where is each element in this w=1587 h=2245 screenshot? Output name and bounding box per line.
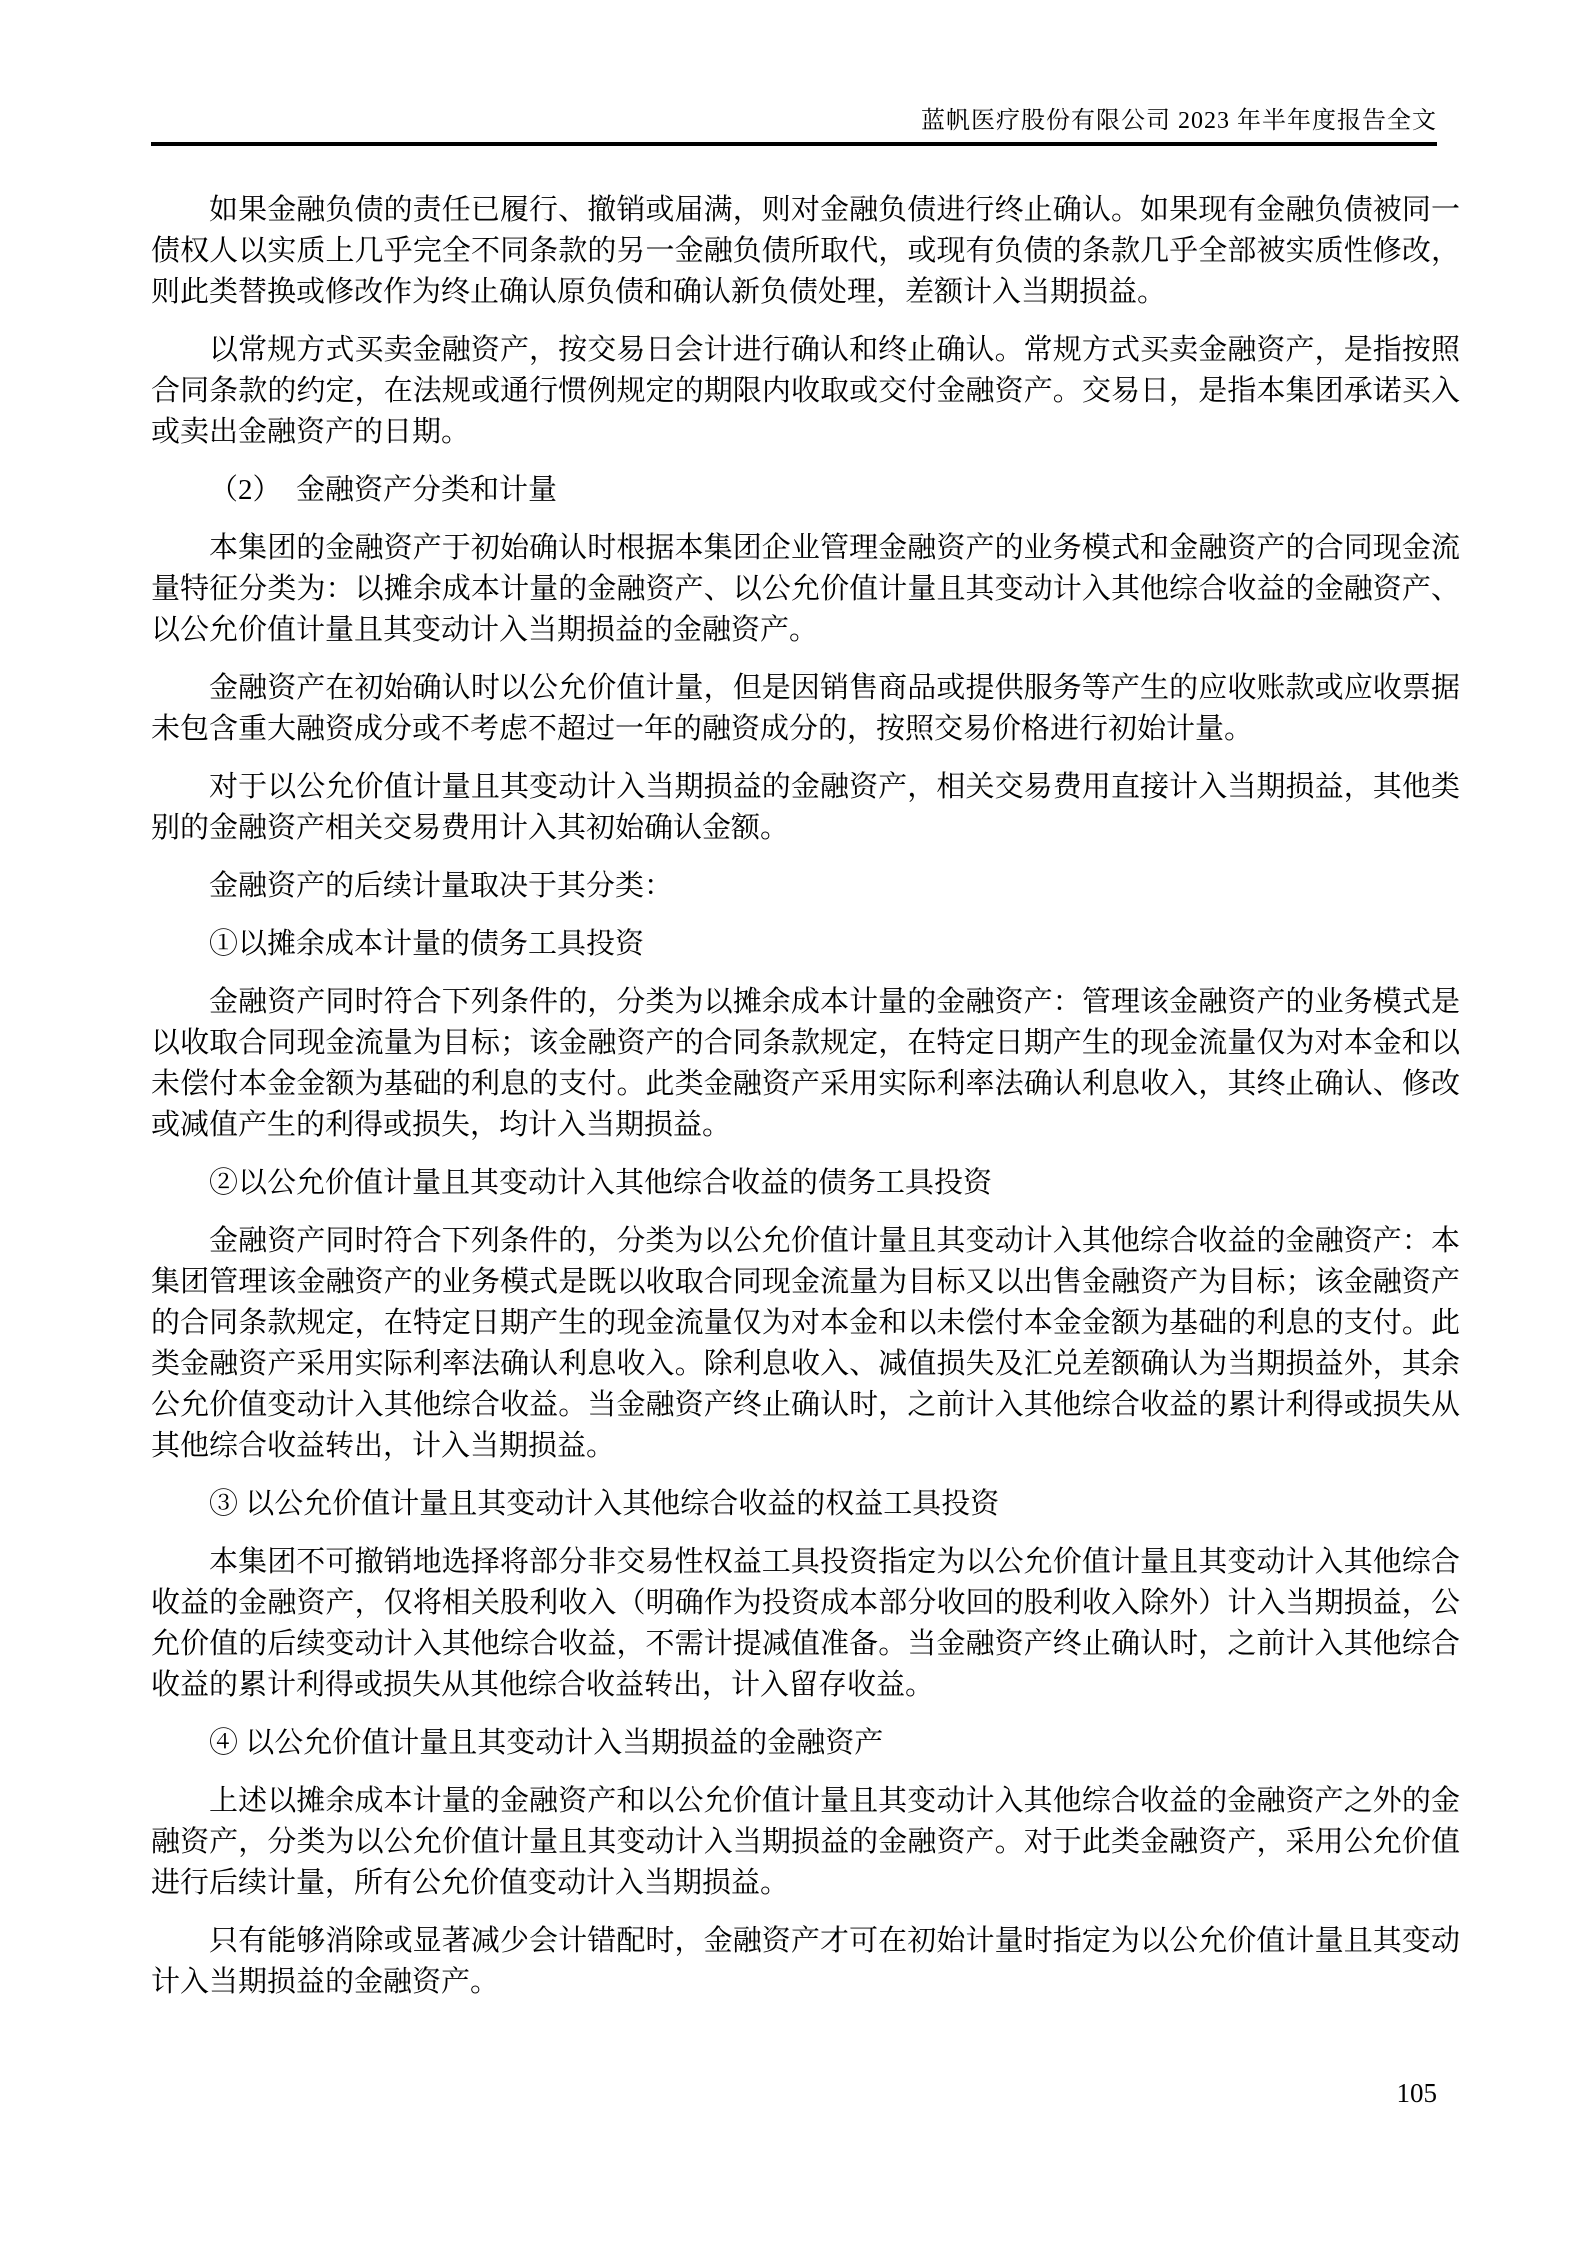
- heading-financial-asset-classification: （2） 金融资产分类和计量: [209, 474, 558, 506]
- heading-item-3-fvoci-equity: ③ 以公允价值计量且其变动计入其他综合收益的权益工具投资: [209, 1488, 1000, 1520]
- paragraph-fvtpl-classification: 上述以摊余成本计量的金融资产和以公允价值计量且其变动计入其他综合收益的金融资产之外的金融资产，分类为以公允价值计量且其变动计入当期损益的金融资产。对于此类金融资产，采用公允价值进行后续计量，所有公允价值变动计入当期损益。: [151, 1785, 1460, 1899]
- paragraph-financial-liability-derecognition: 如果金融负债的责任已履行、撤销或届满，则对金融负债进行终止确认。如果现有金融负债被同一债权人以实质上几乎完全不同条款的另一金融负债所取代，或现有负债的条款几乎全部被实质性修改，则此类替换或修改作为终止确认原负债和确认新负债处理，差额计入当期损益。: [151, 194, 1460, 308]
- paragraph-transaction-costs: 对于以公允价值计量且其变动计入当期损益的金融资产，相关交易费用直接计入当期损益，其他类别的金融资产相关交易费用计入其初始确认金额。: [151, 771, 1460, 844]
- paragraph-subsequent-measurement-intro: 金融资产的后续计量取决于其分类：: [209, 870, 674, 902]
- paragraph-initial-measurement: 金融资产在初始确认时以公允价值计量，但是因销售商品或提供服务等产生的应收账款或应收票据未包含重大融资成分或不考虑不超过一年的融资成分的，按照交易价格进行初始计量。: [151, 672, 1460, 745]
- paragraph-classification-basis: 本集团的金融资产于初始确认时根据本集团企业管理金融资产的业务模式和金融资产的合同现金流量特征分类为：以摊余成本计量的金融资产、以公允价值计量且其变动计入其他综合收益的金融资产、以公允价值计量且其变动计入当期损益的金融资产。: [151, 532, 1460, 646]
- paragraph-regular-way-trade: 以常规方式买卖金融资产，按交易日会计进行确认和终止确认。常规方式买卖金融资产，是指按照合同条款的约定，在法规或通行惯例规定的期限内收取或交付金融资产。交易日，是指本集团承诺买入或卖出金融资产的日期。: [151, 334, 1460, 448]
- page-header: [151, 0, 1437, 146]
- page-number: 105: [1396, 2078, 1437, 2108]
- heading-item-1-amortized-cost: ①以摊余成本计量的债务工具投资: [209, 928, 645, 960]
- paragraph-amortized-cost-conditions: 金融资产同时符合下列条件的，分类为以摊余成本计量的金融资产：管理该金融资产的业务模式是以收取合同现金流量为目标；该金融资产的合同条款规定，在特定日期产生的现金流量仅为对本金和以未偿付本金金额为基础的利息的支付。此类金融资产采用实际利率法确认利息收入，其终止确认、修改或减值产生的利得或损失，均计入当期损益。: [151, 986, 1460, 1141]
- heading-item-4-fvtpl: ④ 以公允价值计量且其变动计入当期损益的金融资产: [209, 1727, 884, 1759]
- paragraph-fvoci-equity-designation: 本集团不可撤销地选择将部分非交易性权益工具投资指定为以公允价值计量且其变动计入其他综合收益的金融资产，仅将相关股利收入（明确作为投资成本部分收回的股利收入除外）计入当期损益，公允价值的后续变动计入其他综合收益，不需计提减值准备。当金融资产终止确认时，之前计入其他综合收益的累计利得或损失从其他综合收益转出，计入留存收益。: [151, 1546, 1460, 1701]
- document-body: [151, 146, 1460, 2003]
- heading-item-2-fvoci-debt: ②以公允价值计量且其变动计入其他综合收益的债务工具投资: [209, 1167, 993, 1199]
- paragraph-accounting-mismatch: 只有能够消除或显著减少会计错配时，金融资产才可在初始计量时指定为以公允价值计量且其变动计入当期损益的金融资产。: [151, 1925, 1460, 1998]
- header-title: 蓝帆医疗股份有限公司 2023 年半年度报告全文: [921, 108, 1437, 134]
- page-footer: [1397, 2078, 1438, 2108]
- paragraph-fvoci-debt-conditions: 金融资产同时符合下列条件的，分类为以公允价值计量且其变动计入其他综合收益的金融资产：本集团管理该金融资产的业务模式是既以收取合同现金流量为目标又以出售金融资产为目标；该金融资产的合同条款规定，在特定日期产生的现金流量仅为对本金和以未偿付本金金额为基础的利息的支付。此类金融资产采用实际利率法确认利息收入。除利息收入、减值损失及汇兑差额确认为当期损益外，其余公允价值变动计入其他综合收益。当金融资产终止确认时，之前计入其他综合收益的累计利得或损失从其他综合收益转出，计入当期损益。: [151, 1225, 1460, 1462]
